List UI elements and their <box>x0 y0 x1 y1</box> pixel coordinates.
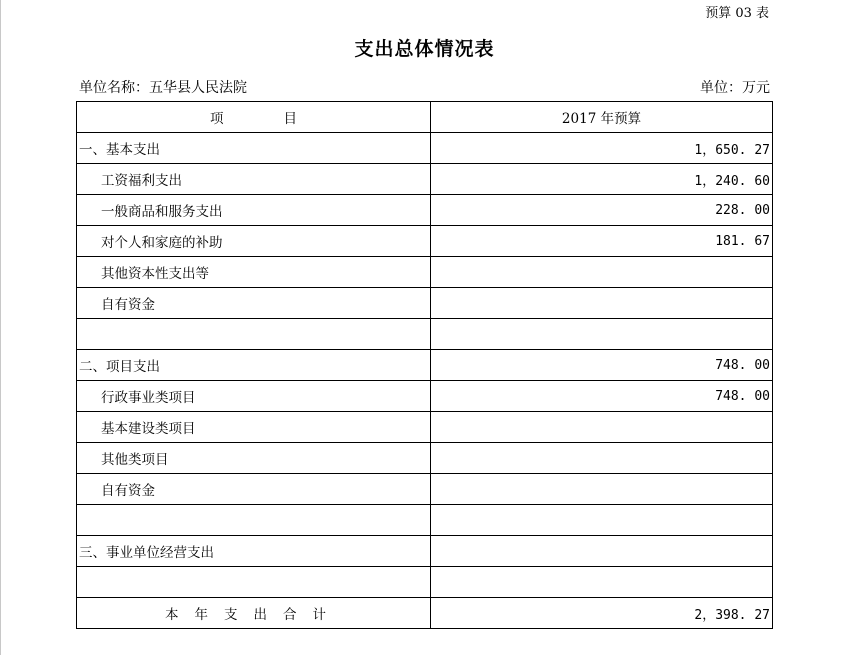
row-value <box>431 257 773 288</box>
table-row <box>77 164 773 195</box>
row-value <box>431 288 773 319</box>
page-title: 支出总体情况表 <box>354 38 495 60</box>
row-value: 228. 00 <box>431 195 773 226</box>
table-row <box>77 443 773 474</box>
row-value <box>431 474 773 505</box>
row-label <box>77 319 431 350</box>
row-label: 对个人和家庭的补助 <box>77 226 431 257</box>
row-value <box>431 443 773 474</box>
table-row <box>77 474 773 505</box>
total-value: 2，398. 27 <box>431 598 773 629</box>
table-row <box>77 567 773 598</box>
row-label: 行政事业类项目 <box>77 381 431 412</box>
header-item-char-b: 目 <box>283 111 297 127</box>
row-label: 一般商品和服务支出 <box>77 195 431 226</box>
table-row <box>77 381 773 412</box>
row-value <box>431 567 773 598</box>
row-value: 748. 00 <box>431 350 773 381</box>
row-value: 1，650. 27 <box>431 133 773 164</box>
table-row <box>77 412 773 443</box>
page-left-border <box>0 0 1 655</box>
total-label: 本年支出合计 <box>77 598 431 629</box>
row-label: 自有资金 <box>77 288 431 319</box>
table-row <box>77 226 773 257</box>
row-value: 1，240. 60 <box>431 164 773 195</box>
row-label: 基本建设类项目 <box>77 412 431 443</box>
row-value: 181. 67 <box>431 226 773 257</box>
table-row <box>77 505 773 536</box>
row-label: 其他类项目 <box>77 443 431 474</box>
table-row <box>77 536 773 567</box>
row-label: 工资福利支出 <box>77 164 431 195</box>
row-label: 自有资金 <box>77 474 431 505</box>
table-header-row <box>77 102 773 133</box>
row-label: 二、项目支出 <box>77 350 431 381</box>
row-value <box>431 536 773 567</box>
header-item-char-a: 项 <box>210 111 224 127</box>
table-body <box>77 133 773 629</box>
header-item <box>77 102 431 133</box>
row-value <box>431 505 773 536</box>
row-value <box>431 412 773 443</box>
table-row <box>77 257 773 288</box>
form-code: 预算 03 表 <box>705 6 769 21</box>
header-budget: 2017 年预算 <box>431 102 773 133</box>
expenditure-table <box>76 101 773 629</box>
table-row <box>77 195 773 226</box>
unit-name: 单位名称：五华县人民法院 <box>79 80 247 96</box>
row-label: 三、事业单位经营支出 <box>77 536 431 567</box>
unit-measure: 单位：万元 <box>700 80 770 96</box>
table-row <box>77 288 773 319</box>
row-value: 748. 00 <box>431 381 773 412</box>
table-row <box>77 319 773 350</box>
total-row <box>77 598 773 629</box>
row-label: 其他资本性支出等 <box>77 257 431 288</box>
row-label: 一、基本支出 <box>77 133 431 164</box>
table-row <box>77 350 773 381</box>
row-label <box>77 567 431 598</box>
table-row <box>77 133 773 164</box>
row-label <box>77 505 431 536</box>
row-value <box>431 319 773 350</box>
